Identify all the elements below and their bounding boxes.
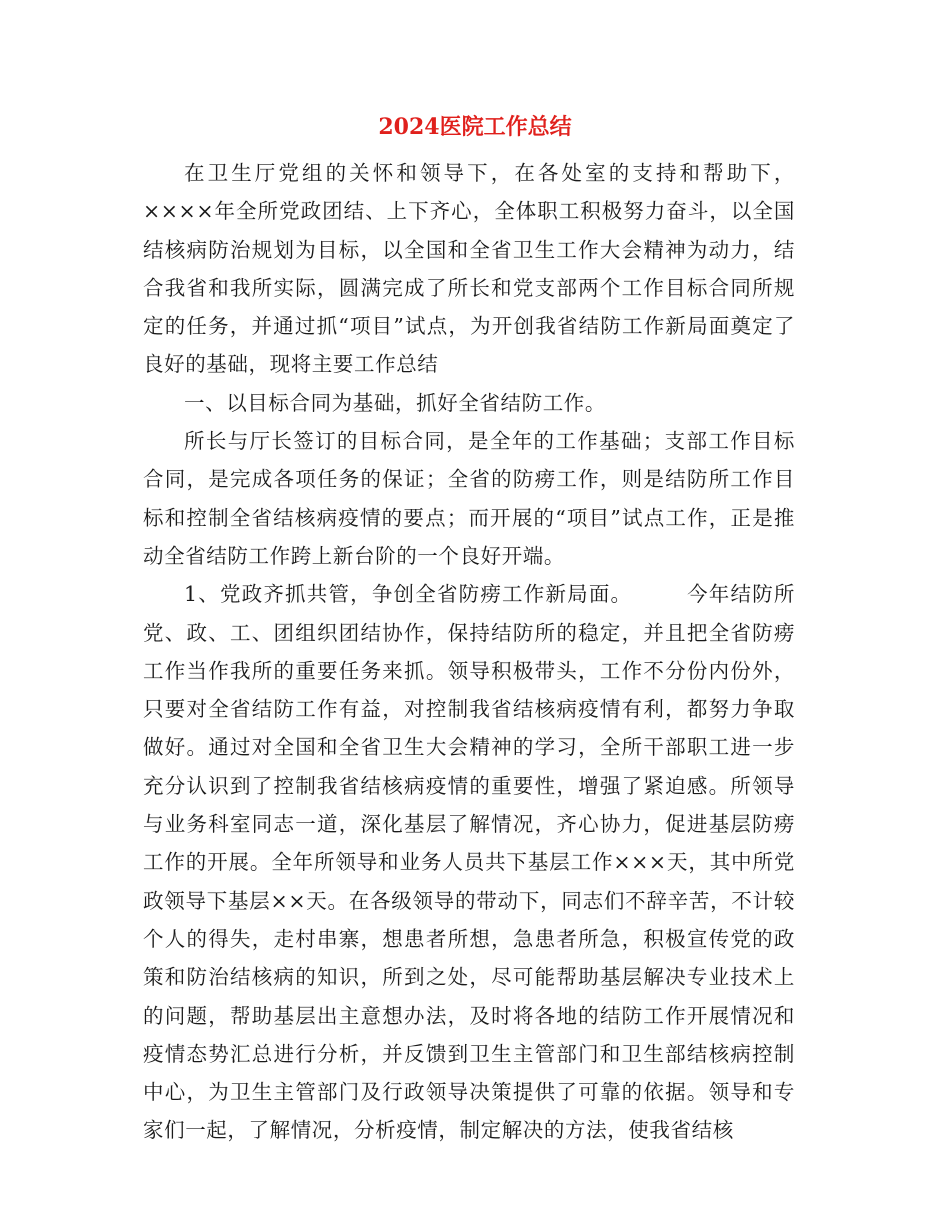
paragraph-target-contract: 所长与厅长签订的目标合同，是全年的工作基础；支部工作目标合同，是完成各项任务的保证；全省的防痨工作，则是结防所工作目标和控制全省结核病疫情的要点；而开展的“项目”试点工作，正是推动全省结防工作跨上新台阶的一个良好开端。 — [143, 429, 795, 568]
document-title: 2024医院工作总结 — [378, 114, 572, 140]
paragraph-intro: 在卫生厅党组的关怀和领导下，在各处室的支持和帮助下，××××年全所党政团结、上下齐心，全体职工积极努力奋斗，以全国结核病防治规划为目标，以全国和全省卫生工作大会精神为动力，结合我省和我所实际，圆满完成了所长和党支部两个工作目标合同所规定的任务，并通过抓“项目”试点，为开创我省结防工作新局面奠定了良好的基础，现将主要工作总结 — [143, 161, 795, 377]
document-body — [143, 154, 795, 1150]
paragraph-party-government: 1、党政齐抓共管，争创全省防痨工作新局面。 今年结防所党、政、工、团组织团结协作，保持结防所的稳定，并且把全省防痨工作当作我所的重要任务来抓。领导积极带头，工作不分份内份外，只要对全省结防工作有益，对控制我省结核病疫情有利，都努力争取做好。通过对全国和全省卫生大会精神的学习，全所干部职工进一步充分认识到了控制我省结核病疫情的重要性，增强了紧迫感。所领导与业务科室同志一道，深化基层了解情况，齐心协力，促进基层防痨工作的开展。全年所领导和业务人员共下基层工作×××天，其中所党政领导下基层××天。在各级领导的带动下，同志们不辞辛苦，不计较个人的得失，走村串寨，想患者所想，急患者所急，积极宣传党的政策和防治结核病的知识，所到之处，尽可能帮助基层解决专业技术上的问题，帮助基层出主意想办法，及时将各地的结防工作开展情况和疫情态势汇总进行分析，并反馈到卫生主管部门和卫生部结核病控制中心，为卫生主管部门及行政领导决策提供了可靠的依据。领导和专家们一起，了解情况，分析疫情，制定解决的方法，使我省结核 — [143, 582, 795, 1143]
section-heading-one: 一、以目标合同为基础，抓好全省结防工作。 — [184, 390, 606, 415]
